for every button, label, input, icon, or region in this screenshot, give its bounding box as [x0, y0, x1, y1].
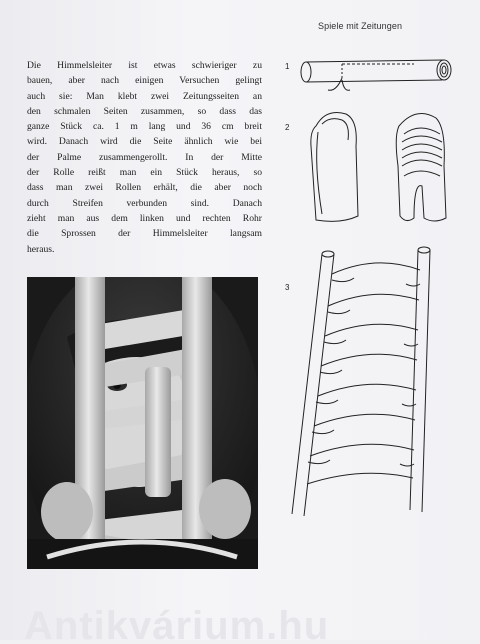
body-line: der Rolle reißt man ein Stück heraus, so: [27, 167, 262, 179]
body-line: den schmalen Seiten zusammen, so dass das: [27, 105, 262, 117]
body-line: die Sprossen der Himmelsleiter langsam: [27, 228, 262, 240]
figure-number-3: 3: [285, 283, 290, 292]
body-line: der Palme zusammengerollt. In der Mitte: [27, 151, 262, 163]
rolled-tube-diagram: [296, 52, 456, 100]
body-line: heraus.: [27, 243, 55, 255]
body-line: wird. Danach wird die Seite ähnlich wie bei: [27, 136, 262, 148]
figure-number-1: 1: [285, 62, 290, 71]
body-line: bauen, aber nach einigen Versuchen gelingt: [27, 75, 262, 87]
body-text: [27, 58, 262, 257]
body-line: dass man zwei Rollen erhält, die aber noch: [27, 182, 262, 194]
body-line: Die Himmelsleiter ist etwas schwieriger zu: [27, 60, 262, 71]
body-line: ganze Stück ca. 1 m lang und 36 cm breit: [27, 121, 262, 133]
torn-tube-diagram: [296, 106, 456, 228]
page-header: Spiele mit Zeitungen: [318, 21, 403, 31]
figure-number-2: 2: [285, 123, 290, 132]
photo-illustration: [27, 277, 258, 569]
body-line: durch Streifen verbunden sind. Danach: [27, 197, 262, 209]
body-line: auch sie: Man klebt zwei Zeitungsseiten an: [27, 90, 262, 102]
body-line: zieht man aus dem linken und rechten Rohr: [27, 212, 262, 224]
child-ladder-photo: [27, 277, 258, 569]
watermark: Antikvárium.hu: [24, 604, 330, 644]
ladder-diagram: [286, 244, 466, 520]
